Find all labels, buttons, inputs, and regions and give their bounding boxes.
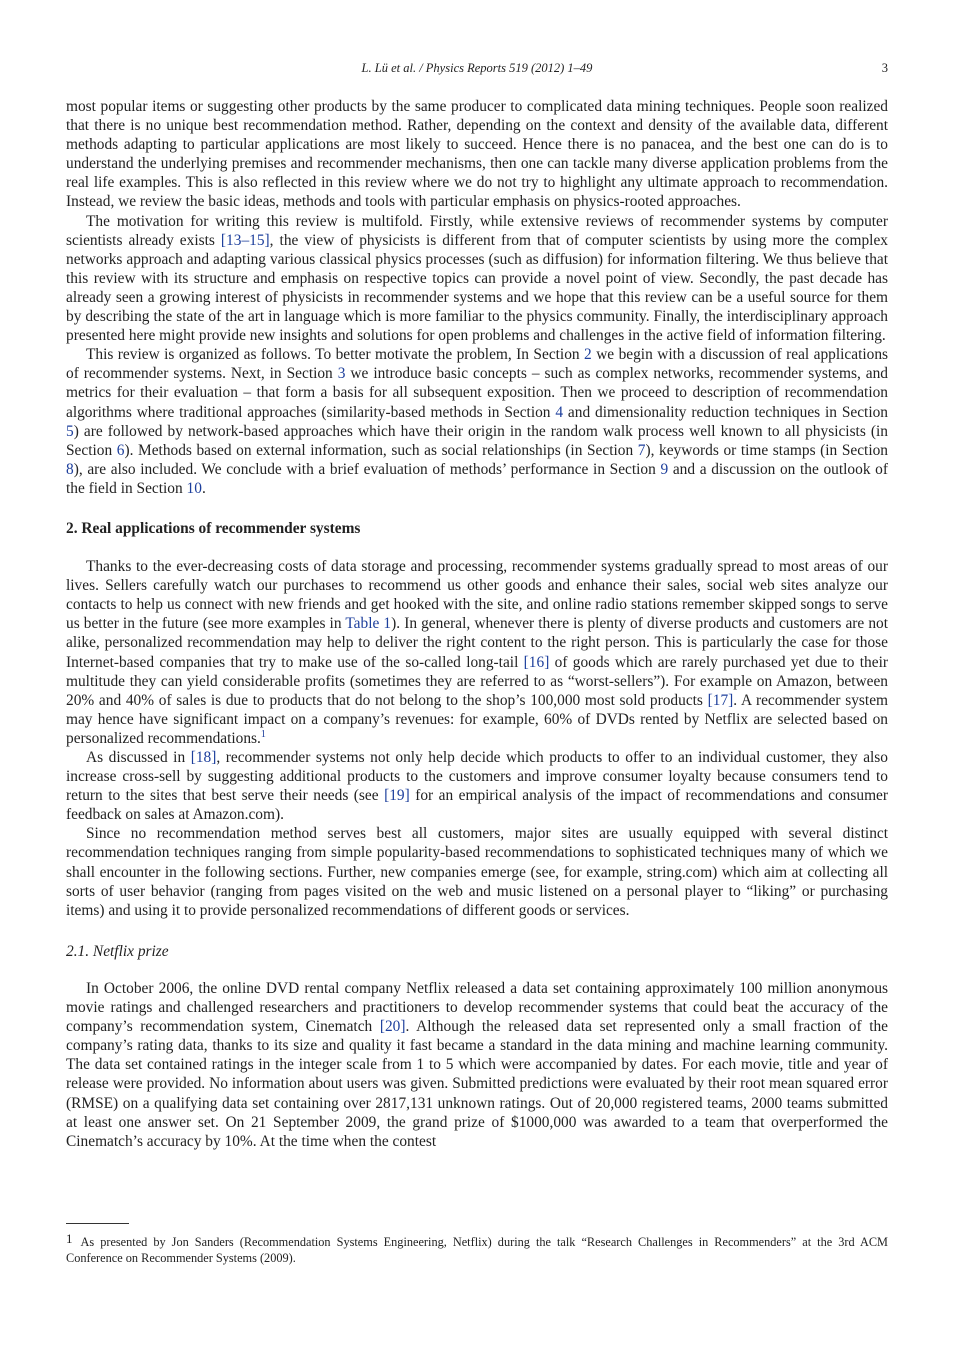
section-link-7[interactable]: 7 <box>637 441 646 459</box>
section-link-4[interactable]: 4 <box>555 403 564 421</box>
running-title: L. Lü et al. / Physics Reports 519 (2012) 1–49 <box>361 61 593 75</box>
section-link-9[interactable]: 9 <box>660 460 669 478</box>
intro-paragraph-1: most popular items or suggesting other products by the same producer to complicated data mining techniques. People soon realized that there is no unique best recommendation method. Rather, depending on the context and density of the available data, different methods adapting to particular applications are most likely to succeed. Hence there is no panacea, and the best one can do is to understand the underlying premises and recommender mechanisms, then one can tackle many diverse application problems from the real life examples. This is also reflected in this review where we do not try to highlight any ultimate approach to recommendation. Instead, we review the basic ideas, methods and tools with particular emphasis on physics-rooted approaches. <box>66 98 888 211</box>
section-2-paragraph-2: As discussed in [18], recommender systems not only help decide which products to offer to an individual customer, they also increase cross-sell by suggesting additional products to the customers and improve consumer loyalty because consumers tend to return to the sites that best serve their needs (see [19] for an empirical analysis of the impact of recommendations and consumer feedback on sales at Amazon.com). <box>66 749 888 824</box>
footnote-divider <box>66 1223 129 1224</box>
section-link-5[interactable]: 5 <box>66 422 74 440</box>
footnote-mark-link[interactable]: 1 <box>260 728 266 740</box>
citation-link[interactable]: [20] <box>379 1018 406 1036</box>
intro-paragraph-3: This review is organized as follows. To better motivate the problem, In Section 2 we begin with a discussion of real applications of recommender systems. Next, in Section 3 we introduce basic concepts – such as complex networks, recommender systems, and metrics for their evaluation – that form a basis for all subsequent exposition. Then we proceed to description of recommendation algorithms where traditional approaches (similarity-based methods in Section 4 and dimensionality reduction techniques in Section 5) are followed by network-based approaches which have their origin in the random walk process well known to all physicists (in Section 6). Methods based on external information, such as social relationships (in Section 7), keywords or time stamps (in Section 8), are also included. We conclude with a brief evaluation of methods’ performance in Section 9 and a discussion on the outlook of the field in Section 10. <box>66 346 889 497</box>
section-link-6[interactable]: 6 <box>116 441 125 459</box>
table-link[interactable]: Table 1 <box>345 615 392 633</box>
footnote-text: As presented by Jon Sanders (Recommendation Systems Engineering, Netflix) during the talk “Research Challenges in Recommenders” at the 3rd ACM Conference on Recommender Systems (2009). <box>66 1235 888 1265</box>
subsection-2-1-paragraph-1: In October 2006, the online DVD rental company Netflix released a data set containing approximately 100 million anonymous movie ratings and challenged researchers and practitioners to develop recommender systems that could beat the accuracy of the company’s recommendation system, Cinematch [20]. Although the released data set represented only a small fraction of the company’s rating data, thanks to its size and quality it fast became a standard in the data mining and machine learning community. The data set contained ratings in the integer scale from 1 to 5 which were accompanied by dates. For each movie, title and year of release were provided. No information about users was given. Submitted predictions were evaluated by their root mean squared error (RMSE) on a qualifying data set containing over 2817,131 unknown ratings. Out of 20,000 registered teams, 2000 teams submitted at least one answer set. On 21 September 2009, the grand prize of $1000,000 was awarded to a team that overperformed the Cinematch’s accuracy by 10%. At the time when the contest <box>66 979 888 1150</box>
citation-link[interactable]: [16] <box>523 653 550 671</box>
section-link-3[interactable]: 3 <box>337 365 346 383</box>
section-link-10[interactable]: 10 <box>186 479 202 497</box>
page-header <box>66 61 888 79</box>
citation-link[interactable]: [17] <box>707 691 734 709</box>
section-2-heading: 2. Real applications of recommender systems <box>66 519 361 537</box>
citation-link[interactable]: [13–15] <box>220 231 270 249</box>
section-link-2[interactable]: 2 <box>584 346 592 364</box>
footnote-mark: 1 <box>66 1231 73 1246</box>
subsection-2-1-heading: 2.1. Netflix prize <box>66 942 169 960</box>
citation-link[interactable]: [18] <box>190 749 217 766</box>
body-text <box>66 97 888 1151</box>
intro-paragraph-2: The motivation for writing this review is multifold. Firstly, while extensive reviews of recommender systems by computer scientists already exists [13–15], the view of physicists is different from that of computer scientists by using more the complex networks approach and adapting various classical physics processes (such as diffusion) for information filtering. We thus believe that this review with its structure and emphasis on respective topics can provide a novel point of view. Secondly, the past decade has already seen a growing interest of physicists in recommender systems and we hope that this review can be a useful source for them by describing the state of the art in language which is more familiar to the physics community. Finally, the interdisciplinary approach presented here might provide new insights and solutions for open problems and challenges in the active field of information filtering. <box>66 212 888 345</box>
page-number: 3 <box>881 61 888 75</box>
footnote <box>66 1231 888 1266</box>
section-link-8[interactable]: 8 <box>66 460 74 478</box>
section-2-paragraph-3: Since no recommendation method serves best all customers, major sites are usually equipped with several distinct recommendation techniques ranging from simple popularity-based recommendations to sophisticated techniques many of which we shall encounter in the following sections. Further, new companies emerge (see, for example, string.com) which aim at collecting all sorts of user behavior (ranging from pages visited on the web and music listened on a personal player to “liking” or purchasing items) and using it to provide personalized recommendations of different goods or services. <box>66 825 888 919</box>
citation-link[interactable]: [19] <box>384 787 410 805</box>
section-2-paragraph-1: Thanks to the ever-decreasing costs of data storage and processing, recommender systems gradually spread to most areas of our lives. Sellers carefully watch our purchases to recommend us other goods and enhance their sales, social web sites analyze our contacts to help us connect with new friends and get hooked with the site, and online radio stations remember skipped songs to serve us better in the future (see more examples in Table 1). In general, whenever there is plenty of diverse products and customers are not alike, personalized recommendation may help to deliver the right content to the right person. This is particularly the case for those Internet-based companies that try to make use of the so-called long-tail [16] of goods which are rarely purchased yet due to their multitude they can yield considerable profits (sometimes they are referred to as “worst-sellers”). For example on Amazon, between 20% and 40% of sales is due to products that do not belong to the shop’s 100,000 most sold products [17]. A recommender system may hence have significant impact on a company’s revenues: for example, 60% of DVDs rented by Netflix are selected based on personalized recommendations.$^1$ <box>66 558 889 747</box>
